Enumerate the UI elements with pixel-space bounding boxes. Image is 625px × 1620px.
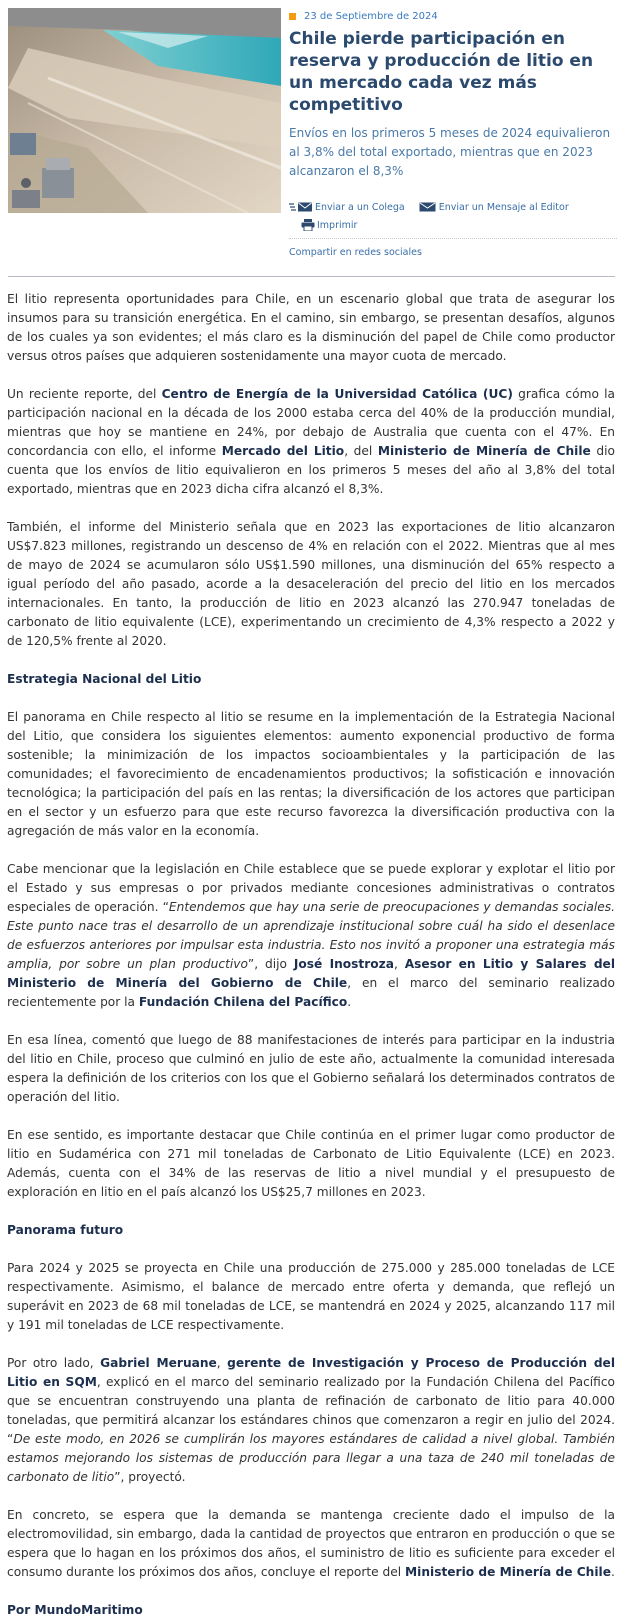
send-editor-link[interactable] <box>419 202 569 213</box>
paragraph-6: En esa línea, comentó que luego de 88 manifestaciones de interés para participar en la industria del litio en Chile, proceso que culminó en julio de este año, actualmente la comunidad interesada espera la definición de los criterios con los que el Gobierno señalará los determinados contratos de operación del litio. <box>7 1033 615 1104</box>
paragraph-1: El litio representa oportunidades para Chile, en un escenario global que trata de asegurar los insumos para su transición energética. En el camino, sin embargo, se presentan desafíos, algunos de los cuales ya son evidentes; el más claro es la disminución del papel de Chile como productor versus otros países que adquieren sostenidamente una mayor cuota de mercado. <box>7 292 615 363</box>
paragraph-5 <box>7 860 615 1012</box>
bold-ministry: Ministerio de Minería de Chile <box>377 444 591 458</box>
quote-meruane: De este modo, en 2026 se cumplirán los mayores estándares de calidad a nivel global. También estamos mejorando los sistemas de producción para llegar a una taza de 240 mil toneladas de carbonato de litio <box>7 1432 615 1484</box>
text-span: . <box>610 1565 615 1579</box>
text-span: , en el marco del seminario realizado recientemente por la <box>7 976 615 1009</box>
text-span: . <box>347 995 352 1009</box>
date-row <box>289 8 617 24</box>
text-span: En concreto, se espera que la demanda se mantenga creciente dado el impulso de la electromovilidad, sin embargo, dada la cantidad de proyectos que entraron en producción o que se espera que lo hagan en los próximos dos años, el suministro de litio es suficiente para exceder el consumo durante los próximos dos años, concluye el reporte del <box>7 1508 615 1579</box>
article-actions <box>289 198 617 234</box>
article-title: Chile pierde participación en reserva y producción de litio en un mercado cada vez más competitivo <box>289 29 594 115</box>
article-image <box>8 8 281 213</box>
bold-person-role: Asesor en Litio y Salares del Ministerio de Minería del Gobierno de Chile <box>7 957 616 990</box>
paragraph-10 <box>7 1506 615 1582</box>
bold-person-name: Gabriel Meruane <box>100 1356 217 1370</box>
quote-inostroza: Entendemos que hay una serie de preocupaciones y demandas sociales. Este punto nace tras el desarrollo de un aprendizaje institucional sobre cuál ha sido el desenlace de esfuerzos anteriores por impulsar esta industria. Esto nos invitó a proponer una estrategia más amplia, por sobre un plan productivo <box>7 900 615 971</box>
paragraph-4: El panorama en Chile respecto al litio se resume en la implementación de la Estrategia Nacional del Litio, que considera los siguientes elementos: aumento exponencial productivo de forma sostenible; la minimización de los impactos socioambientales y la participación de las comunidades; el favorecimiento de encadenamientos productivos; la sofisticación e innovación tecnológica; la participación del país en las rentas; la diversificación de los actores que participan en el sector y un esfuerzo para que este recurso favorezca la diversificación productiva con la agregación de más valor en la economía. <box>7 710 615 838</box>
bold-ministry: Ministerio de Minería de Chile <box>405 1565 611 1579</box>
text-span: , explicó en el marco del seminario realizado por la Fundación Chilena del Pacífico que se encuentran construyendo una planta de refinación de carbonato de litio para 40.000 toneladas, que permitirá alcanzar los estándares chinos que comenzaron a regir en julio del 2024. “ <box>7 1375 615 1446</box>
bold-uc-center: Centro de Energía de la Universidad Católica (UC) <box>161 387 513 401</box>
paragraph-3: También, el informe del Ministerio señala que en 2023 las exportaciones de litio alcanzaron US$7.823 millones, registrando un descenso de 4% en relación con el 2022. Mientras que al mes de mayo de 2024 se acumularon sólo US$1.590 millones, una disminución del 65% respecto a igual período del año pasado, acorde a la desaceleración del precio del litio en los mercados internacionales. En tanto, la producción de litio en 2023 alcanzó las 270.947 toneladas de carbonato de litio equivalente (LCE), experimentando un crecimiento de 4,3% respecto a 2022 y de 120,5% frente al 2020. <box>7 520 615 648</box>
bold-foundation: Fundación Chilena del Pacífico <box>138 995 348 1009</box>
text-span: ”, proyectó. <box>114 1470 186 1484</box>
bold-person-name: José Inostroza <box>293 957 394 971</box>
email-icon <box>289 202 313 212</box>
paragraph-7: En ese sentido, es importante destacar que Chile continúa en el primer lugar como productor de litio en Sudamérica con 271 mil toneladas de Carbonato de Litio Equivalente (LCE) en 2023. Además, cuenta con el 34% de las reservas de litio a nivel mundial y el presupuesto de exploración en litio en el país alcanzó los US$25,7 millones en 2023. <box>7 1128 615 1199</box>
article-date: 23 de Septiembre de 2024 <box>304 10 438 22</box>
send-colleague-label: Enviar a un Colega <box>315 201 405 213</box>
print-link[interactable] <box>301 219 357 231</box>
paragraph-9 <box>7 1354 615 1487</box>
print-label: Imprimir <box>317 219 358 231</box>
article-body <box>7 290 615 1620</box>
text-span: Cabe mencionar que la legislación en Chile establece que se puede explorar y explotar el litio por el Estado y sus empresas o por privados mediante concesiones administrativas o contratos especiales de operación. “ <box>7 862 615 914</box>
text-span: ”, dijo <box>247 957 294 971</box>
bold-person-role: gerente de Investigación y Proceso de Producción del Litio en SQM <box>7 1356 615 1389</box>
byline: Por MundoMaritimo <box>7 1603 143 1617</box>
paragraph-8: Para 2024 y 2025 se proyecta en Chile una producción de 275.000 y 285.000 toneladas de LCE respectivamente. Asimismo, el balance de mercado entre oferta y demanda, que reflejó un superávit en 2023 de 68 mil toneladas de LCE, se mantendrá en 2024 y 2025, alcanzando 117 mil y 191 mil toneladas de LCE respectivamente. <box>7 1261 615 1332</box>
text-span: Un reciente reporte, del <box>7 387 162 401</box>
text-span: , del <box>344 444 378 458</box>
printer-icon <box>301 219 315 231</box>
send-editor-label: Enviar un Mensaje al Editor <box>438 201 569 213</box>
header-divider <box>8 276 615 277</box>
envelope-icon <box>419 202 437 212</box>
text-span: dio cuenta que los envíos de litio equivalieron en los primeros 5 meses del año al 3,8% del total exportado, mientras que en 2023 dicha cifra alcanzó el 8,3%. <box>7 444 616 496</box>
text-span: , <box>393 957 405 971</box>
paragraph-2 <box>7 385 615 499</box>
section-heading-future: Panorama futuro <box>7 1223 124 1237</box>
date-bullet-icon <box>289 13 296 20</box>
text-span: Por otro lado, <box>7 1356 101 1370</box>
section-heading-strategy: Estrategia Nacional del Litio <box>7 672 202 686</box>
bold-report-name: Mercado del Litio <box>221 444 345 458</box>
article-subtitle: Envíos en los primeros 5 meses de 2024 equivalieron al 3,8% del total exportado, mientras que en 2023 alcanzaron el 8,3% <box>289 126 611 178</box>
text-span: , <box>216 1356 228 1370</box>
text-span: grafica cómo la participación nacional en la década de los 2000 estaba cerca del 40% de la producción mundial, mientras que hoy se mantiene en 24%, por debajo de Australia que cuenta con el 47%. En concordancia con ello, el informe <box>7 387 615 458</box>
send-colleague-link[interactable] <box>289 202 405 213</box>
share-social-link[interactable]: Compartir en redes sociales <box>289 238 617 258</box>
article-header <box>289 8 617 258</box>
